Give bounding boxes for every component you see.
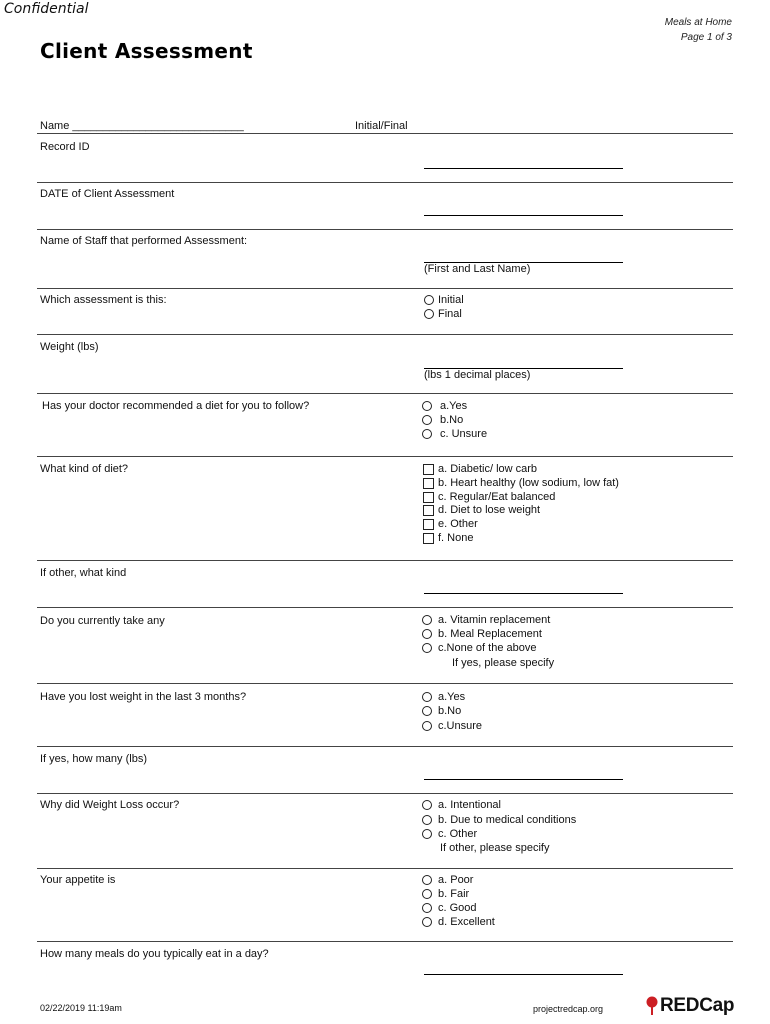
checkbox-icon[interactable] <box>423 478 434 489</box>
divider <box>37 393 733 394</box>
diet-option-heart[interactable]: b. Heart healthy (low sodium, low fat) <box>423 477 619 489</box>
doctor-option-no[interactable]: b.No <box>422 414 463 426</box>
take-option-none[interactable]: c.None of the above <box>422 642 536 654</box>
diet-option-other[interactable]: e. Other <box>423 518 478 530</box>
divider <box>37 607 733 608</box>
radio-icon[interactable] <box>422 800 432 810</box>
lost-weight-label: Have you lost weight in the last 3 months? <box>40 691 247 703</box>
radio-icon[interactable] <box>422 721 432 731</box>
checkbox-icon[interactable] <box>423 505 434 516</box>
other-kind-input[interactable] <box>424 593 623 594</box>
take-option-vitamin[interactable]: a. Vitamin replacement <box>422 614 550 626</box>
site-link[interactable]: projectredcap.org <box>533 1004 604 1014</box>
divider <box>37 288 733 289</box>
date-label: DATE of Client Assessment <box>40 188 175 200</box>
org-name: Meals at Home <box>664 17 732 28</box>
record-id-label: Record ID <box>40 141 90 153</box>
take-note: If yes, please specify <box>452 657 555 669</box>
divider <box>37 182 733 183</box>
appetite-label: Your appetite is <box>40 874 116 886</box>
which-label: Which assessment is this: <box>40 294 167 306</box>
confidential-label: Confidential <box>4 1 89 17</box>
lost-option-unsure[interactable]: c.Unsure <box>422 720 482 732</box>
diet-option-regular[interactable]: c. Regular/Eat balanced <box>423 491 555 503</box>
diet-option-lose-weight[interactable]: d. Diet to lose weight <box>423 504 540 516</box>
why-loss-label: Why did Weight Loss occur? <box>40 799 180 811</box>
page-number: Page 1 of 3 <box>680 32 732 43</box>
meals-label: How many meals do you typically eat in a day? <box>40 948 269 960</box>
checkbox-icon[interactable] <box>423 533 434 544</box>
appetite-option-excellent[interactable]: d. Excellent <box>422 916 495 928</box>
staff-hint: (First and Last Name) <box>424 263 531 275</box>
diet-label: What kind of diet? <box>40 463 129 475</box>
page-title: Client Assessment <box>40 39 253 63</box>
checkbox-icon[interactable] <box>423 464 434 475</box>
logo-text: REDCap <box>660 995 735 1016</box>
radio-icon[interactable] <box>422 829 432 839</box>
radio-icon[interactable] <box>422 706 432 716</box>
take-label: Do you currently take any <box>40 615 165 627</box>
divider <box>37 746 733 747</box>
divider <box>37 133 733 134</box>
diet-option-diabetic[interactable]: a. Diabetic/ low carb <box>423 463 537 475</box>
staff-label: Name of Staff that performed Assessment: <box>40 235 248 247</box>
divider <box>37 683 733 684</box>
appetite-option-fair[interactable]: b. Fair <box>422 888 469 900</box>
radio-icon[interactable] <box>424 295 434 305</box>
diet-option-none[interactable]: f. None <box>423 532 473 544</box>
radio-icon[interactable] <box>422 917 432 927</box>
divider <box>37 941 733 942</box>
which-option-final[interactable]: Final <box>424 308 462 320</box>
checkbox-icon[interactable] <box>423 492 434 503</box>
radio-icon[interactable] <box>422 875 432 885</box>
how-many-lbs-label: If yes, how many (lbs) <box>40 753 147 765</box>
redcap-logo <box>645 993 734 1019</box>
checkbox-icon[interactable] <box>423 519 434 530</box>
divider <box>37 334 733 335</box>
radio-icon[interactable] <box>422 629 432 639</box>
radio-icon[interactable] <box>422 415 432 425</box>
take-option-meal[interactable]: b. Meal Replacement <box>422 628 542 640</box>
why-option-medical[interactable]: b. Due to medical conditions <box>422 814 576 826</box>
radio-icon[interactable] <box>422 429 432 439</box>
radio-icon[interactable] <box>422 615 432 625</box>
radio-icon[interactable] <box>422 643 432 653</box>
name-label: Name ____________________________ <box>40 120 244 132</box>
radio-icon[interactable] <box>422 815 432 825</box>
why-note: If other, please specify <box>440 842 550 854</box>
why-option-other[interactable]: c. Other <box>422 828 477 840</box>
weight-hint: (lbs 1 decimal places) <box>424 369 531 381</box>
appetite-option-good[interactable]: c. Good <box>422 902 477 914</box>
divider <box>37 456 733 457</box>
divider <box>37 560 733 561</box>
doctor-option-yes[interactable]: a.Yes <box>422 400 467 412</box>
how-many-lbs-input[interactable] <box>424 779 623 780</box>
lost-option-yes[interactable]: a.Yes <box>422 691 465 703</box>
why-option-intentional[interactable]: a. Intentional <box>422 799 501 811</box>
radio-icon[interactable] <box>422 692 432 702</box>
record-id-input[interactable] <box>424 168 623 169</box>
date-input[interactable] <box>424 215 623 216</box>
radio-icon[interactable] <box>422 903 432 913</box>
divider <box>37 868 733 869</box>
radio-icon[interactable] <box>422 889 432 899</box>
initial-final-label: Initial/Final <box>355 120 408 132</box>
divider <box>37 793 733 794</box>
timestamp: 02/22/2019 11:19am <box>40 1003 122 1013</box>
other-kind-label: If other, what kind <box>40 567 127 579</box>
weight-label: Weight (lbs) <box>40 341 99 353</box>
radio-icon[interactable] <box>422 401 432 411</box>
radio-icon[interactable] <box>424 309 434 319</box>
which-option-initial[interactable]: Initial <box>424 294 464 306</box>
meals-input[interactable] <box>424 974 623 975</box>
divider <box>37 229 733 230</box>
lost-option-no[interactable]: b.No <box>422 705 461 717</box>
doctor-option-unsure[interactable]: c. Unsure <box>422 428 487 440</box>
doctor-label: Has your doctor recommended a diet for you to follow? <box>42 400 310 412</box>
appetite-option-poor[interactable]: a. Poor <box>422 874 473 886</box>
redcap-pin-icon <box>645 996 659 1016</box>
